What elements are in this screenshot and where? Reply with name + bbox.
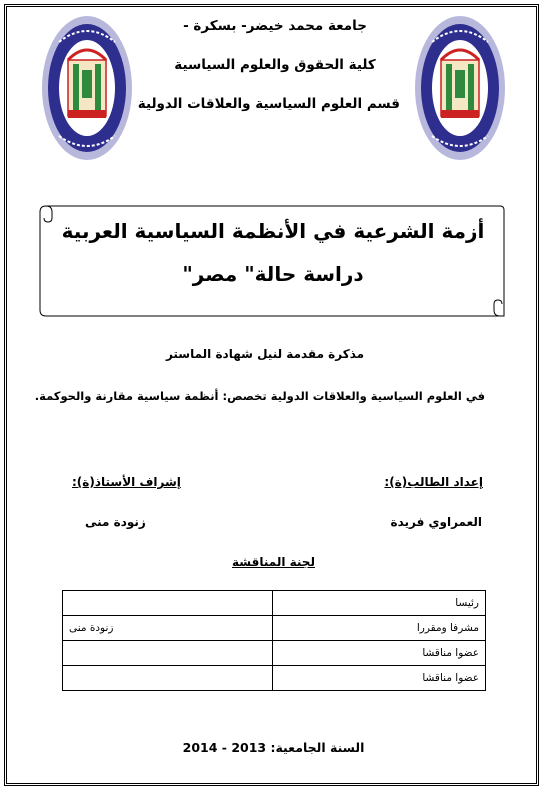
committee-role: عضوا مناقشا: [272, 641, 486, 666]
committee-member-name: [63, 616, 273, 641]
committee-role: رئيسا: [272, 591, 486, 616]
memo-specialization: في العلوم السياسية والعلاقات الدولية تخصص: أنظمة سياسية مقارنة والحوكمة.: [34, 389, 485, 403]
thesis-title-line1: أزمة الشرعية في الأنظمة السياسية العربية: [61, 219, 485, 243]
committee-member-name: [63, 591, 273, 616]
committee-role: مشرفا ومقررا: [272, 616, 486, 641]
memo-purpose: مذكرة مقدمة لنيل شهادة الماستر: [165, 347, 365, 361]
table-row: [63, 641, 486, 666]
faculty-name: كلية الحقوق والعلوم السياسية: [174, 57, 376, 73]
committee-heading: لجنة المناقشة: [232, 555, 315, 569]
committee-table: [62, 590, 486, 691]
university-seal-right-icon: [414, 14, 506, 162]
student-label: إعداد الطالب(ة):: [384, 475, 483, 489]
thesis-title-line2: دراسة حالة" مصر": [182, 262, 364, 286]
table-row: [63, 616, 486, 641]
committee-member-name: [63, 641, 273, 666]
table-row: [63, 666, 486, 691]
committee-member-name-text: زنودة منى: [69, 622, 114, 634]
table-row: [63, 591, 486, 616]
student-name: العمراوي فريدة: [390, 515, 482, 529]
supervisor-name: زنودة منى: [85, 515, 146, 529]
academic-year: السنة الجامعية: 2013 - 2014: [182, 740, 365, 755]
committee-role: عضوا مناقشا: [272, 666, 486, 691]
department-name: قسم العلوم السياسية والعلاقات الدولية: [137, 96, 400, 112]
university-seal-left-icon: [41, 14, 133, 162]
thesis-title-box: [36, 200, 510, 322]
committee-member-name: [63, 666, 273, 691]
supervisor-label: إشراف الأستاذ(ة):: [72, 475, 181, 489]
institution-header: [137, 18, 400, 135]
university-name: جامعة محمد خيضر- بسكرة -: [183, 18, 367, 34]
